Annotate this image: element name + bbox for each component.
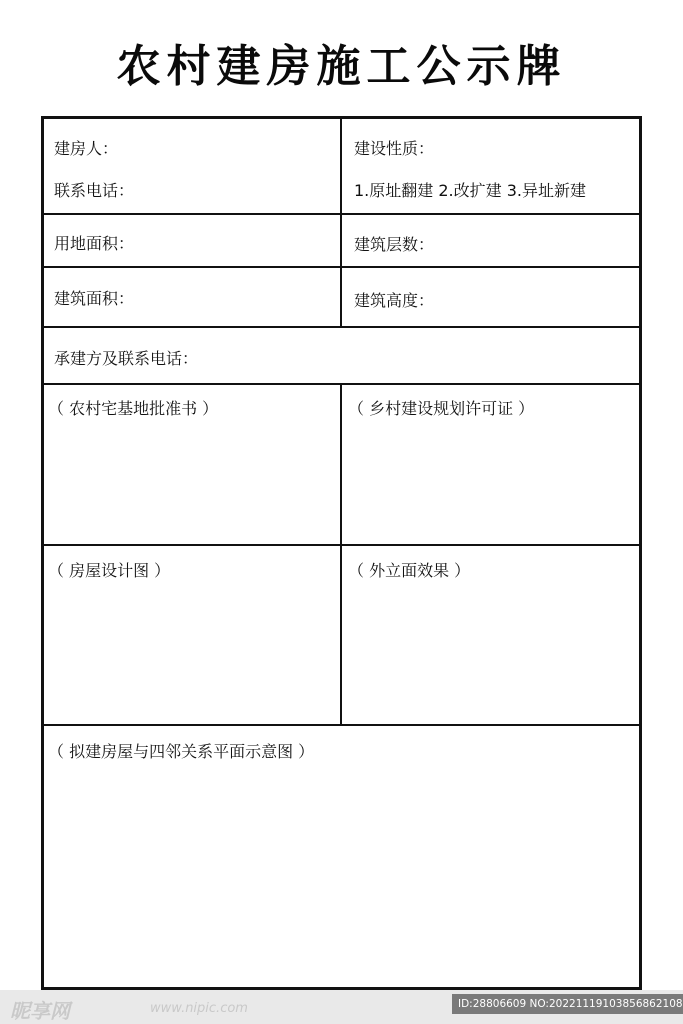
planning-permit-panel-label: （ 乡村建设规划许可证 ） [348, 399, 535, 418]
watermark-logo: 昵享网 [10, 999, 70, 1023]
image-id-badge: ID:28806609 NO:20221119103856862108 [452, 994, 683, 1014]
column-divider [340, 116, 342, 327]
construction-nature-options: 1.原址翻建 2.改扩建 3.异址新建 [354, 181, 586, 200]
column-divider [340, 384, 342, 725]
builder-label: 建房人： [54, 139, 119, 158]
contractor-label: 承建方及联系电话： [54, 349, 199, 368]
building-height-label: 建筑高度： [354, 291, 435, 310]
floors-label: 建筑层数： [354, 235, 435, 254]
page-title: 农村建房施工公示牌 [116, 41, 567, 92]
building-area-label: 建筑面积： [54, 289, 135, 308]
watermark-url: www.nipic.com [150, 1001, 248, 1016]
land-area-label: 用地面积： [54, 234, 135, 253]
site-plan-panel-label: （ 拟建房屋与四邻关系平面示意图 ） [48, 742, 315, 761]
phone-label: 联系电话： [54, 181, 135, 200]
construction-nature-label: 建设性质： [354, 139, 435, 158]
design-drawing-panel-label: （ 房屋设计图 ） [48, 561, 171, 580]
facade-effect-panel-label: （ 外立面效果 ） [348, 561, 471, 580]
homestead-approval-panel-label: （ 农村宅基地批准书 ） [48, 399, 219, 418]
